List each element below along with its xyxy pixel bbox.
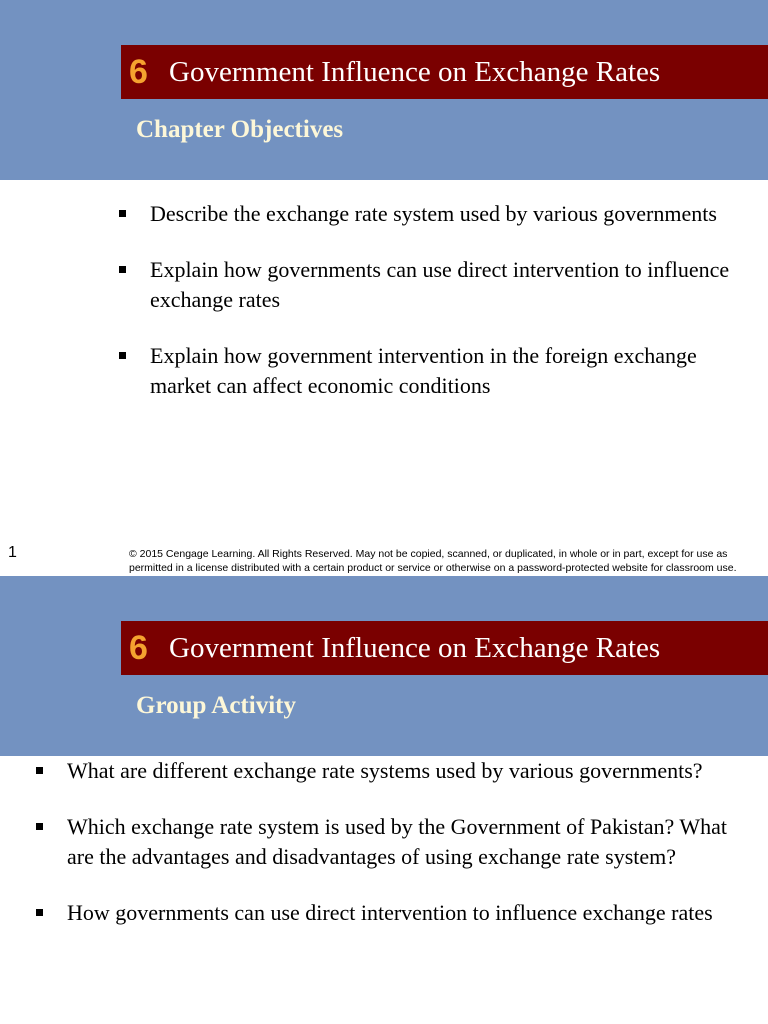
- chapter-number: 6: [129, 628, 148, 667]
- chapter-number: 6: [129, 52, 148, 91]
- slide-2-bullet-list: [67, 756, 737, 954]
- chapter-title: Government Influence on Exchange Rates: [169, 631, 661, 664]
- slide-1-subtitle: Chapter Objectives: [136, 116, 344, 143]
- slide-2-subtitle: Group Activity: [136, 692, 296, 719]
- slide-number: 1: [8, 544, 17, 561]
- list-item: [150, 341, 750, 401]
- slide-2-header: [0, 576, 768, 756]
- bullet-square-icon: [36, 823, 43, 830]
- bullet-text: Explain how government intervention in the foreign exchange market can affect economic conditions: [150, 343, 697, 398]
- bullet-text: Which exchange rate system is used by the Government of Pakistan? What are the advantages and disadvantages of using exchange rate system?: [67, 814, 728, 869]
- list-item: [67, 756, 737, 786]
- bullet-text: What are different exchange rate systems used by various governments?: [67, 758, 703, 783]
- slide-1-header: [0, 0, 768, 180]
- bullet-square-icon: [119, 266, 126, 273]
- list-item: [67, 812, 737, 872]
- copyright-notice: © 2015 Cengage Learning. All Rights Reserved. May not be copied, scanned, or duplicated, in whole or in part, except for use as permitted in a license distributed with a certain product or service or otherwise on a password-protected website for classroom use.: [129, 548, 737, 574]
- list-item: [67, 898, 737, 928]
- list-item: [150, 255, 750, 315]
- bullet-text: How governments can use direct intervention to influence exchange rates: [67, 900, 713, 925]
- bullet-square-icon: [119, 210, 126, 217]
- list-item: [150, 199, 750, 229]
- bullet-text: Describe the exchange rate system used by various governments: [150, 201, 717, 226]
- bullet-text: Explain how governments can use direct intervention to influence exchange rates: [150, 257, 730, 312]
- slide-1-title-bar: [121, 45, 768, 99]
- bullet-square-icon: [119, 352, 126, 359]
- slide-2-title-bar: [121, 621, 768, 675]
- bullet-square-icon: [36, 909, 43, 916]
- bullet-square-icon: [36, 767, 43, 774]
- slide-1-bullet-list: [150, 199, 750, 427]
- chapter-title: Government Influence on Exchange Rates: [169, 55, 661, 88]
